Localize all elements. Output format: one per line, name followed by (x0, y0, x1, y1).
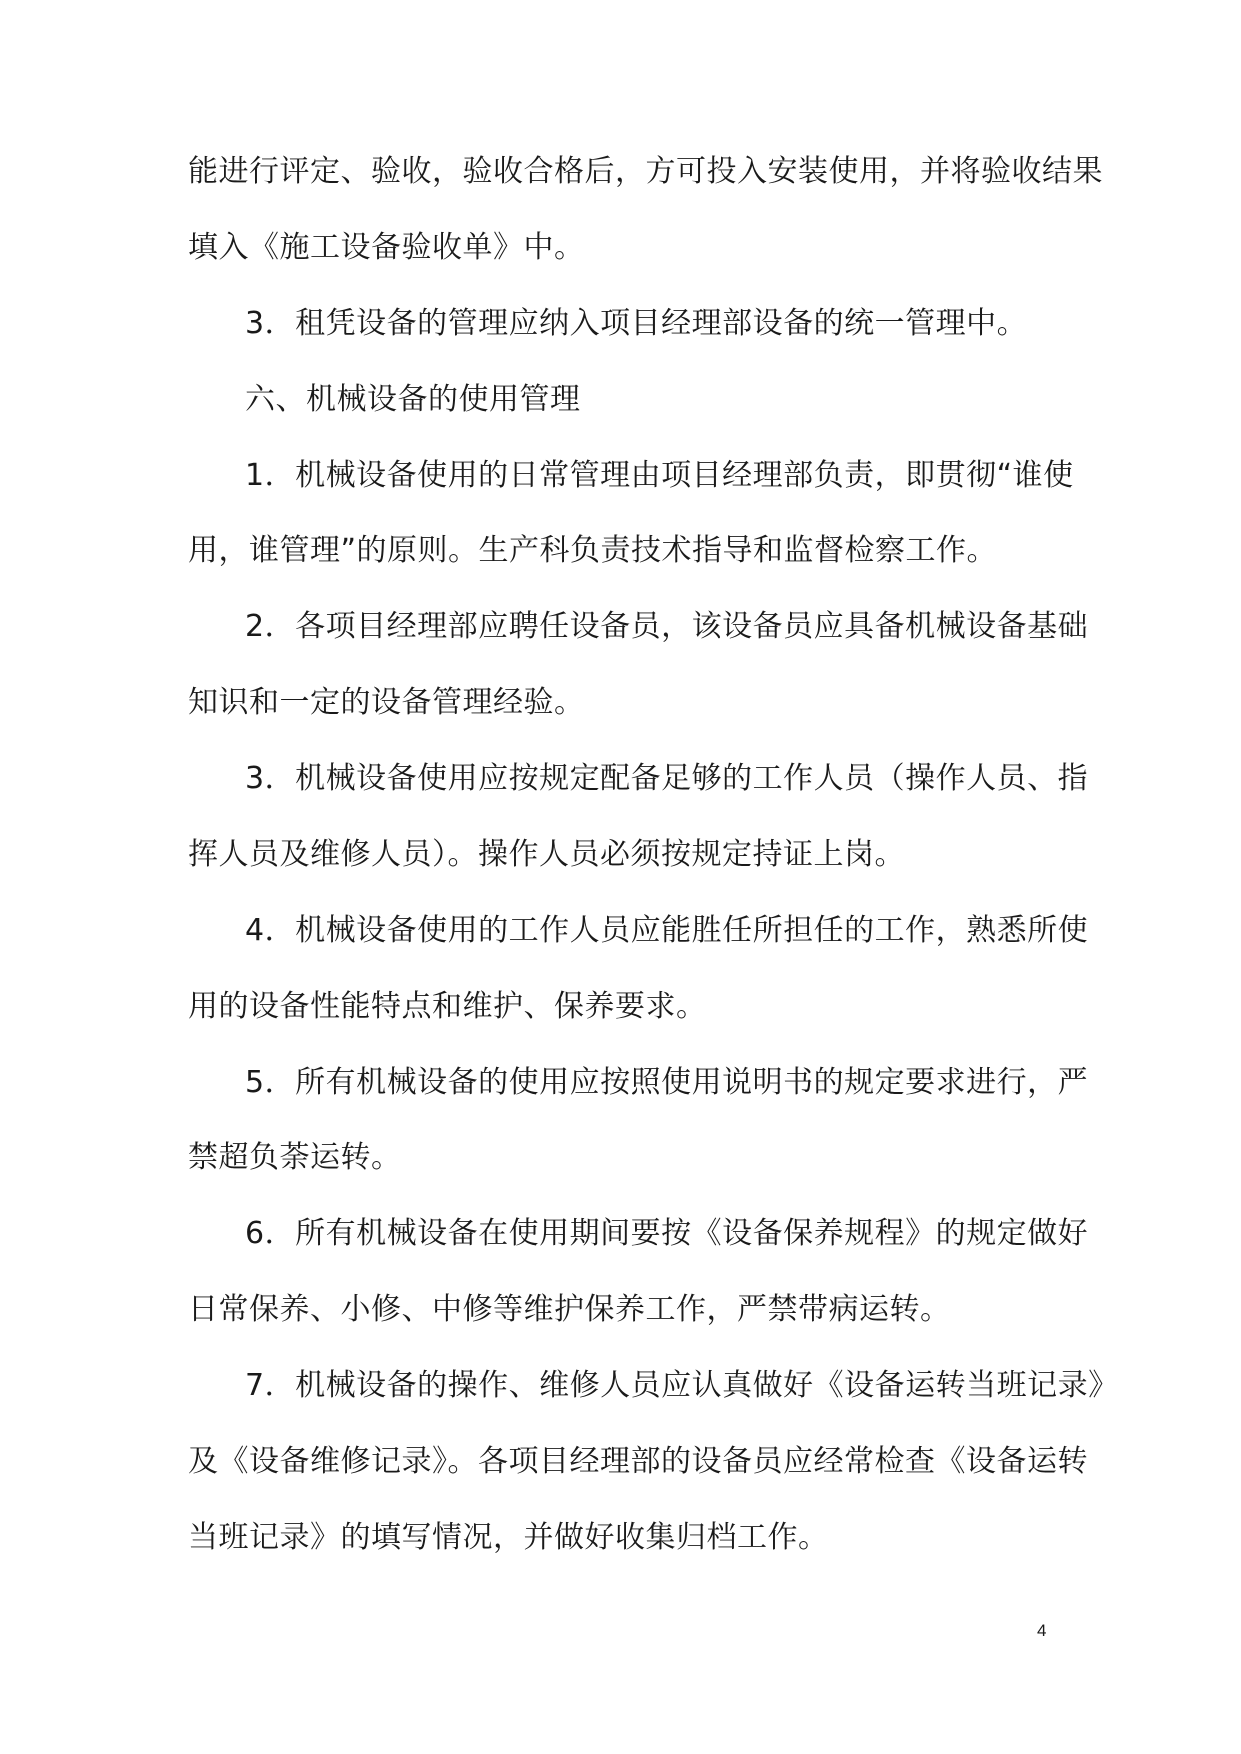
text-line: 当班记录》的填写情况，并做好收集归档工作。 (188, 1520, 829, 1555)
text-line: 2．各项目经理部应聘任设备员，该设备员应具备机械设备基础 (245, 609, 1089, 644)
text-line: 6．所有机械设备在使用期间要按《设备保养规程》的规定做好 (245, 1216, 1089, 1251)
text-line: 日常保养、小修、中修等维护保养工作，严禁带病运转。 (188, 1292, 951, 1327)
text-line: 1．机械设备使用的日常管理由项目经理部负责，即贯彻“谁使 (245, 458, 1074, 493)
text-line: 填入《施工设备验收单》中。 (188, 230, 585, 265)
text-line: 用的设备性能特点和维护、保养要求。 (188, 989, 707, 1024)
page-number: 4 (1037, 1621, 1047, 1640)
text-line: 用，谁管理”的原则。生产科负责技术指导和监督检察工作。 (188, 533, 998, 568)
text-line: 知识和一定的设备管理经验。 (188, 685, 585, 720)
text-line: 禁超负荼运转。 (188, 1140, 402, 1175)
text-line: 5．所有机械设备的使用应按照使用说明书的规定要求进行，严 (245, 1065, 1089, 1100)
text-line: 7．机械设备的操作、维修人员应认真做好《设备运转当班记录》 (245, 1368, 1119, 1403)
text-line: 挥人员及维修人员）。操作人员必须按规定持证上岗。 (188, 837, 905, 872)
text-line: 3．租凭设备的管理应纳入项目经理部设备的统一管理中。 (245, 306, 1028, 341)
section-heading: 六、机械设备的使用管理 (245, 382, 581, 417)
text-line: 4．机械设备使用的工作人员应能胜任所担任的工作，熟悉所使 (245, 913, 1089, 948)
text-line: 3．机械设备使用应按规定配备足够的工作人员（操作人员、指 (245, 761, 1089, 796)
text-line: 及《设备维修记录》。各项目经理部的设备员应经常检查《设备运转 (188, 1444, 1088, 1479)
text-line: 能进行评定、验收，验收合格后，方可投入安装使用，并将验收结果 (188, 154, 1103, 189)
